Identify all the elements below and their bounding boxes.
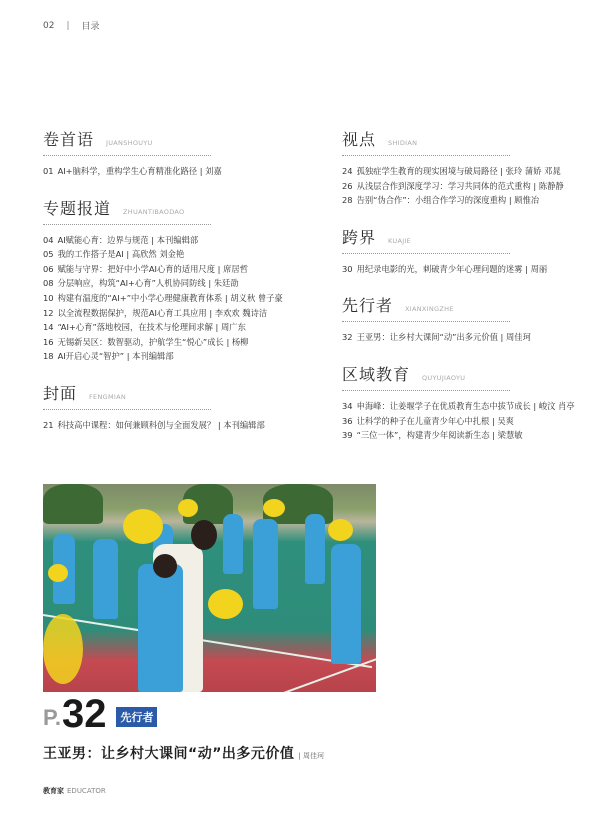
- section-title: 封面: [43, 383, 78, 403]
- toc-item[interactable]: 28 告别“伪合作”：小组合作学习的深度重构 | 顾惟冶: [342, 195, 540, 206]
- section-title: 卷首语: [43, 130, 95, 149]
- toc-item[interactable]: 16 无锡新吴区：数智驱动，护航学生“悦心”成长 | 杨柳: [43, 336, 249, 347]
- magazine-footer: [43, 786, 106, 796]
- section-title: 专题报道: [43, 198, 112, 218]
- toc-item[interactable]: 04 AI赋能心育：边界与规范 | 本刊编辑部: [43, 234, 199, 245]
- section-title: 跨界: [342, 227, 377, 247]
- section-title: 先行者: [342, 296, 394, 316]
- toc-section-juanshouyu: [43, 127, 313, 179]
- feature-page-number: 32: [61, 692, 107, 736]
- feature-photo: [43, 484, 376, 692]
- section-subtitle: SHIDIAN: [388, 139, 418, 147]
- page-header: [43, 19, 100, 32]
- toc-item[interactable]: 05 我的工作搭子是AI | 高欣然 刘金艳: [43, 249, 185, 260]
- page-prefix: P.: [43, 705, 61, 730]
- toc-item[interactable]: 39 “三位一体”，构建青少年阅读新生态 | 梁慧敏: [342, 430, 523, 441]
- toc-item[interactable]: 32 王亚男：让乡村大课间“动”出多元价值 | 周佳珂: [342, 332, 531, 343]
- toc-item[interactable]: 10 构建有温度的“AI+”中小学心理健康教育体系 | 胡义秋 曾子豪: [43, 292, 283, 303]
- section-subtitle: JUANSHOUYU: [106, 139, 153, 147]
- toc-section-shidian: [342, 127, 600, 208]
- feature-column-badge: 先行者: [116, 707, 157, 727]
- toc-item[interactable]: 36 让科学的种子在儿童青少年心中扎根 | 吴爽: [342, 415, 514, 426]
- toc-item[interactable]: 18 AI开启心灵“智护” | 本刊编辑部: [43, 351, 174, 362]
- toc-left-column: [43, 127, 313, 450]
- feature-page-reference: [43, 692, 157, 736]
- section-subtitle: XIANXINGZHE: [405, 305, 454, 314]
- feature-headline[interactable]: [43, 743, 324, 763]
- section-label: 目录: [81, 22, 100, 32]
- toc-item[interactable]: 24 孤独症学生教育的现实困境与破局路径 | 张玲 蒲娇 邓晁: [342, 166, 561, 176]
- toc-section-xianxingzhe: [342, 293, 600, 345]
- header-separator: |: [66, 20, 70, 31]
- toc-item[interactable]: 01 AI+脑科学，重构学生心育精准化路径 | 刘嘉: [43, 166, 222, 176]
- toc-section-fengmian: [43, 381, 313, 433]
- toc-item[interactable]: 21 科技高中课程：如何兼顾科创与全面发展？ | 本刊编辑部: [43, 419, 265, 430]
- feature-author: | 周佳珂: [298, 752, 324, 760]
- section-subtitle: KUAJIE: [388, 236, 412, 245]
- brand-en: EDUCATOR: [67, 787, 106, 795]
- toc-right-column: [342, 127, 600, 460]
- toc-item[interactable]: 26 从浅层合作到深度学习：学习共同体的范式重构 | 陈静静: [342, 180, 564, 191]
- toc-item[interactable]: 08 分层响应，构筑“AI+心育”人机协同防线 | 朱廷劭: [43, 278, 239, 289]
- toc-section-zhuanti: [43, 196, 313, 364]
- section-subtitle: ZHUANTIBAODAO: [123, 207, 185, 216]
- toc-item[interactable]: 14 “AI+心育”落地校园，在技术与伦理间求解 | 周广东: [43, 322, 246, 333]
- section-subtitle: FENGMIAN: [89, 392, 126, 401]
- toc-item[interactable]: 30 用纪录电影的光，刺破青少年心理问题的迷雾 | 周丽: [342, 263, 548, 274]
- toc-section-quyu: [342, 362, 600, 443]
- page-number: 02: [43, 20, 55, 31]
- toc-item[interactable]: 12 以全流程数据保护，规范AI心育工具应用 | 李欢欢 魏诗洁: [43, 307, 268, 318]
- toc-item[interactable]: 34 申海峰：让姜堰学子在优质教育生态中拔节成长 | 峻汶 肖亭: [342, 400, 575, 411]
- feature-title: 王亚男：让乡村大课间“动”出多元价值: [43, 746, 295, 762]
- section-subtitle: QUYUJIAOYU: [422, 373, 466, 382]
- section-title: 区域教育: [342, 364, 411, 384]
- section-title: 视点: [342, 130, 377, 149]
- brand-cn: 教育家: [43, 787, 64, 795]
- toc-section-kuajie: [342, 225, 600, 277]
- toc-item[interactable]: 06 赋能与守界：把好中小学AI心育的适用尺度 | 席居哲: [43, 263, 248, 274]
